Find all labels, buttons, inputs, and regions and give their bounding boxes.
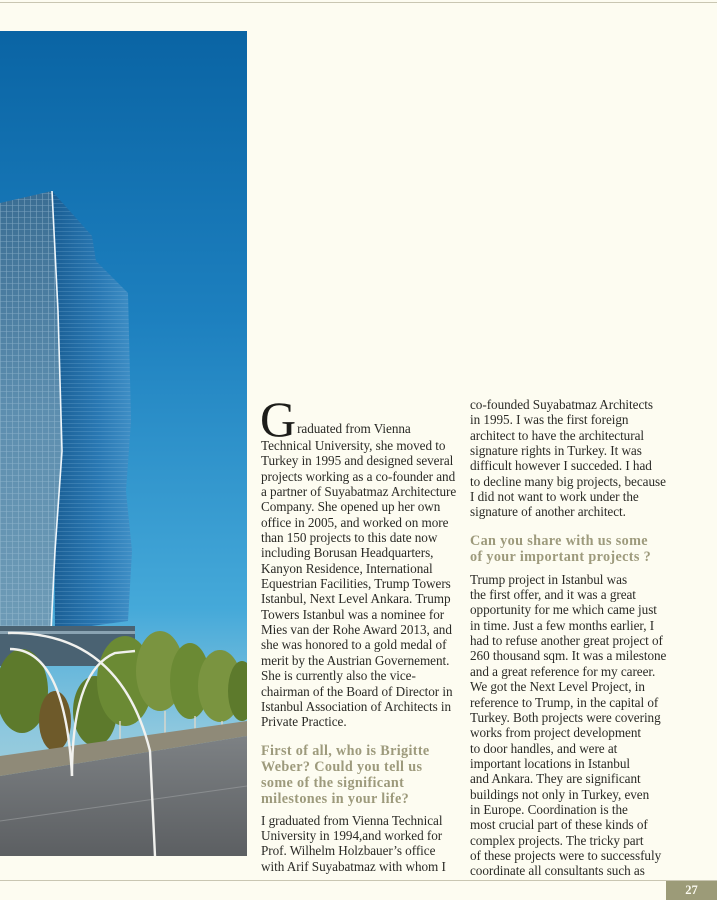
- dropcap-letter: G: [260, 391, 297, 447]
- intro-text: Technical University, she moved to Turkey in 1995 and designed several projects working as a co-founder and a partner of Suyabatmaz Architecture Company. She opened up her own office in 2005, and worked on more than 150 projects to this date now including Borusan Headquarters, Kanyon Residence, International Equestrian Facilities, Trump Towers Istanbul, Next Level Ankara. Trump Towers Istanbul was a nominee for Mies van der Rohe Award 2013, and she was honored to a gold medal of merit by the Austrian Governement. She is currently also the vice- chairman of the Board of Director in Istanbul Association of Architects in Private Practice.: [261, 438, 457, 730]
- answer-1-part-2: co-founded Suyabatmaz Architects in 1995. I was the first foreign architect to have the architectural signature rights in Turkey. It was difficult however I succeded. I had to decline many big projects, because I did not want to work under the signature of another architect.: [470, 397, 666, 520]
- tower-photo: [0, 31, 247, 856]
- intro-first-line: raduated from Vienna: [297, 421, 411, 436]
- bottom-rule: [0, 880, 717, 881]
- intro-paragraph: [260, 391, 466, 730]
- photo-image: [0, 31, 247, 856]
- question-heading-1: First of all, who is Brigitte Weber? Could you tell us some of the significant milestones in your life?: [261, 742, 430, 807]
- top-rule: [0, 2, 717, 3]
- page-number: 27: [666, 881, 717, 900]
- question-heading-2: Can you share with us some of your important projects ?: [470, 532, 652, 565]
- text-column-left: [260, 391, 466, 874]
- text-column-right: [470, 397, 675, 879]
- answer-2: Trump project in Istanbul was the first offer, and it was a great opportunity for me which came just in time. Just a few months earlier, I had to refuse another great project of 260 thousand sqm. It was a milestone and a great reference for my career. We got the Next Level Project, in reference to Trump, in the capital of Turkey. Both projects were covering works from project development to door handles, and were at important locations in Istanbul and Ankara. They are significant buildings not only in Turkey, even in Europe. Coordination is the most crucial part of these kinds of complex projects. The tricky part of these projects were to successfuly coordinate all consultants such as: [470, 571, 667, 879]
- answer-1-part-1: I graduated from Vienna Technical University in 1994,and worked for Prof. Wilhelm Holzbauer’s office with Arif Suyabatmaz with whom I: [261, 812, 446, 874]
